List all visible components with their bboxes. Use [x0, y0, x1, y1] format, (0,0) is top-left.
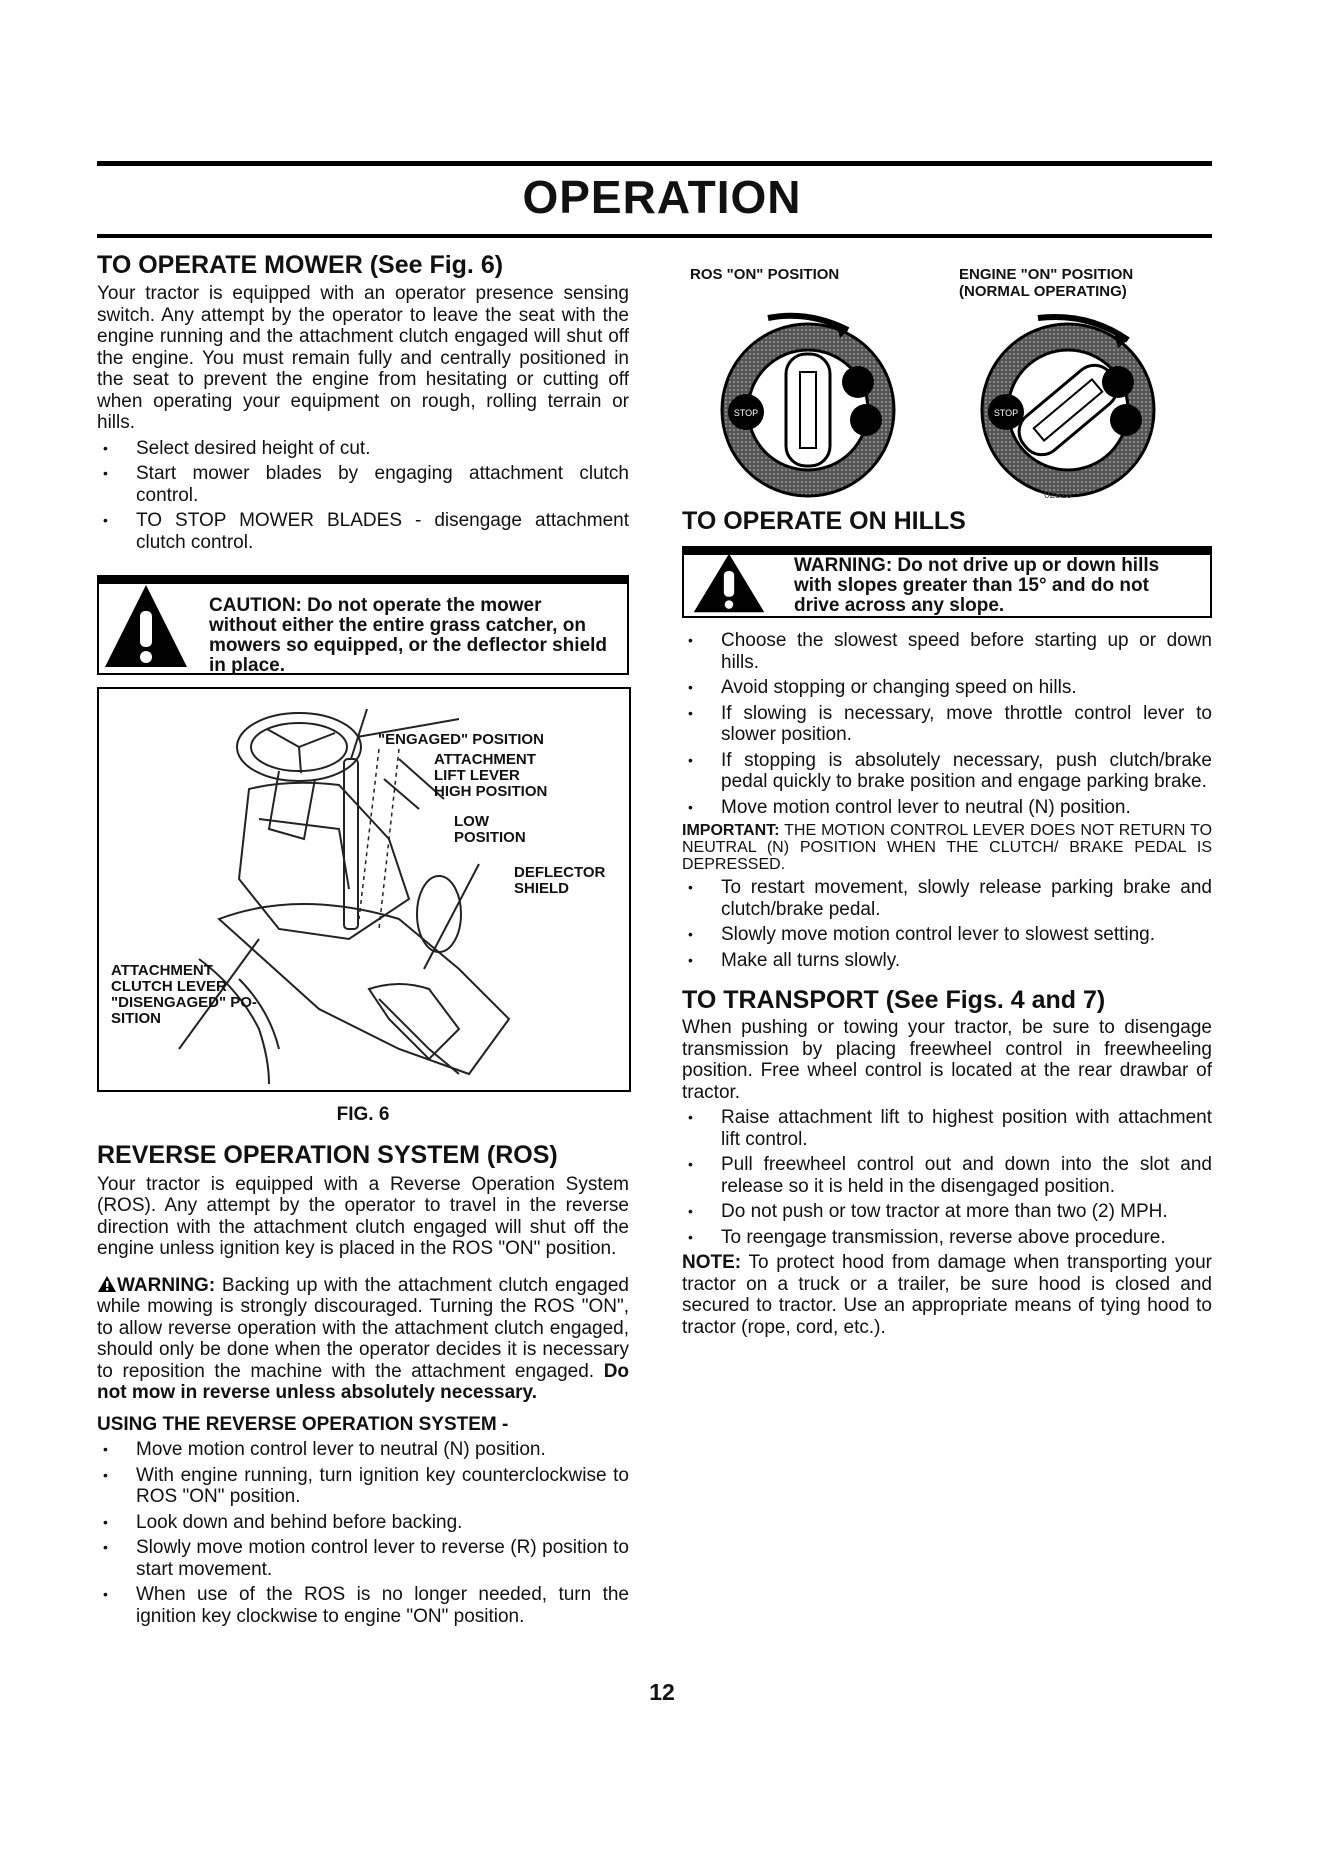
engine-on-label-2: (NORMAL OPERATING) — [959, 283, 1127, 300]
transport-heading: TO TRANSPORT (See Figs. 4 and 7) — [682, 986, 1106, 1014]
list-item: • Pull freewheel control out and down into the slot and release so it is held in the disengaged position. — [682, 1154, 1212, 1197]
list-item: • If stopping is absolutely necessary, push clutch/brake pedal quickly to brake position and engage parking brake. — [682, 750, 1212, 793]
hills-heading: TO OPERATE ON HILLS — [682, 507, 966, 535]
mower-intro: Your tractor is equipped with an operator presence sensing switch. Any attempt by the operator to leave the seat with the engine running and the attachment clutch engaged will shut off the engine. You must remain fully and centrally positioned in the seat to prevent the engine from hesitating or cutting off when operating your equipment on rough, rolling terrain or hills. — [97, 283, 629, 433]
note-label: NOTE: — [682, 1252, 742, 1273]
label-attachment-clutch: ATTACHMENT — [111, 962, 213, 979]
list-item: • To reengage transmission, reverse above procedure. — [682, 1227, 1212, 1249]
engine-on-label-1: ENGINE "ON" POSITION — [959, 266, 1134, 283]
ros-dial-illustration — [708, 300, 908, 500]
label-disengaged: "DISENGAGED" PO- — [111, 994, 257, 1011]
caution-box — [97, 575, 629, 675]
list-item: • Raise attachment lift to highest position with attachment lift control. — [682, 1107, 1212, 1150]
list-item: • Make all turns slowly. — [682, 950, 1212, 972]
ros-heading: REVERSE OPERATION SYSTEM (ROS) — [97, 1140, 558, 1169]
list-item: • When use of the ROS is no longer needed, turn the ignition key clockwise to engine "ON" position. — [97, 1584, 629, 1627]
label-clutch-lever: CLUTCH LEVER — [111, 978, 227, 995]
important-note — [682, 822, 1212, 873]
ros-bullets — [97, 1439, 629, 1627]
caution-text: CAUTION: Do not operate the mower without either the entire grass catcher, on mowers so equipped, or the deflector shield in place. — [209, 595, 608, 676]
figure-caption: FIG. 6 — [336, 1104, 390, 1125]
figure-code: 02828 — [1044, 490, 1072, 501]
figure-6 — [97, 687, 631, 1092]
label-deflector: DEFLECTOR — [514, 864, 606, 881]
list-item: • Look down and behind before backing. — [97, 1512, 629, 1534]
list-item: • Select desired height of cut. — [97, 438, 629, 460]
ros-subheading: USING THE REVERSE OPERATION SYSTEM - — [97, 1413, 509, 1435]
title-rule — [97, 234, 1212, 238]
list-item: • To restart movement, slowly release parking brake and clutch/brake pedal. — [682, 877, 1212, 920]
list-item: • Slowly move motion control lever to reverse (R) position to start movement. — [97, 1537, 629, 1580]
important-label: IMPORTANT: — [682, 822, 780, 839]
ros-warning — [97, 1275, 629, 1404]
label-shield: SHIELD — [514, 880, 570, 897]
label-lift-lever: LIFT LEVER — [434, 767, 520, 784]
warning-triangle-icon — [97, 1275, 117, 1293]
top-rule — [97, 161, 1212, 166]
label-sition: SITION — [111, 1010, 162, 1027]
hills-bullets-2 — [682, 877, 1212, 971]
transport-bullets — [682, 1107, 1212, 1248]
mower-bullets — [97, 438, 629, 554]
transport-note — [682, 1252, 1212, 1338]
list-item: • TO STOP MOWER BLADES - disengage attachment clutch control. — [97, 510, 629, 553]
label-attachment-lift: ATTACHMENT — [434, 751, 536, 768]
list-item: • Choose the slowest speed before starting up or down hills. — [682, 630, 1212, 673]
label-engaged-position: "ENGAGED" POSITION — [378, 731, 544, 748]
important-text: THE MOTION CONTROL LEVER DOES NOT RETURN TO NEUTRAL (N) POSITION WHEN THE CLUTCH/ BRAKE PEDAL IS DEPRESSED. — [682, 822, 1213, 873]
warning-bold-text: Do not mow in reverse unless absolutely necessary. — [97, 1360, 630, 1403]
warning-text: Backing up with the attachment clutch engaged while mowing is strongly discouraged. Turning the ROS "ON", to allow reverse operation with the attachment clutch engaged, should only be done when the operator decides it is necessary to reposition the machine with the attachment engaged. — [97, 1274, 630, 1382]
label-low-position: POSITION — [454, 829, 526, 846]
note-text: To protect hood from damage when transporting your tractor on a truck or a trailer, be sure hood is closed and secured to tractor. Use an appropriate means of tying hood to tractor (rope, cord, etc.). — [682, 1252, 1212, 1338]
list-item: • Move motion control lever to neutral (N) position. — [97, 1439, 629, 1461]
hills-bullets — [682, 630, 1212, 818]
hills-warning-text: WARNING: Do not drive up or down hills with slopes greater than 15° and do not drive across any slope. — [794, 555, 1160, 616]
list-item: • Move motion control lever to neutral (N) position. — [682, 797, 1212, 819]
left-column — [97, 250, 629, 1627]
dial-stop-text: STOP — [733, 408, 759, 418]
engine-dial-illustration — [968, 300, 1168, 500]
list-item: • Do not push or tow tractor at more than two (2) MPH. — [682, 1201, 1212, 1223]
list-item: • Slowly move motion control lever to slowest setting. — [682, 924, 1212, 946]
warning-triangle-icon — [692, 552, 766, 614]
mower-heading: TO OPERATE MOWER (See Fig. 6) — [97, 251, 504, 279]
svg-text:STOP: STOP — [993, 408, 1019, 418]
label-high-position: HIGH POSITION — [434, 783, 548, 800]
ros-on-label: ROS "ON" POSITION — [690, 266, 840, 283]
transport-intro: When pushing or towing your tractor, be sure to disengage transmission by placing freewheel control in freewheeling position. Free wheel control is located at the rear drawbar of tractor. — [682, 1017, 1212, 1103]
right-column — [682, 506, 1212, 1338]
ros-intro: Your tractor is equipped with a Reverse Operation System (ROS). Any attempt by the operator to travel in the reverse direction with the attachment clutch engaged will shut off the engine unless ignition key is placed in the ROS "ON" position. — [97, 1173, 629, 1259]
list-item: • If slowing is necessary, move throttle control lever to slower position. — [682, 703, 1212, 746]
page-title: OPERATION — [522, 171, 802, 223]
warning-triangle-icon — [103, 583, 189, 669]
label-low: LOW — [454, 813, 489, 830]
list-item: • With engine running, turn ignition key counterclockwise to ROS "ON" position. — [97, 1465, 629, 1508]
list-item: • Avoid stopping or changing speed on hills. — [682, 677, 1212, 699]
hills-warning-box — [682, 546, 1212, 618]
warning-label: WARNING: — [117, 1274, 216, 1296]
list-item: • Start mower blades by engaging attachment clutch control. — [97, 463, 629, 506]
page-number: 12 — [649, 1679, 675, 1705]
